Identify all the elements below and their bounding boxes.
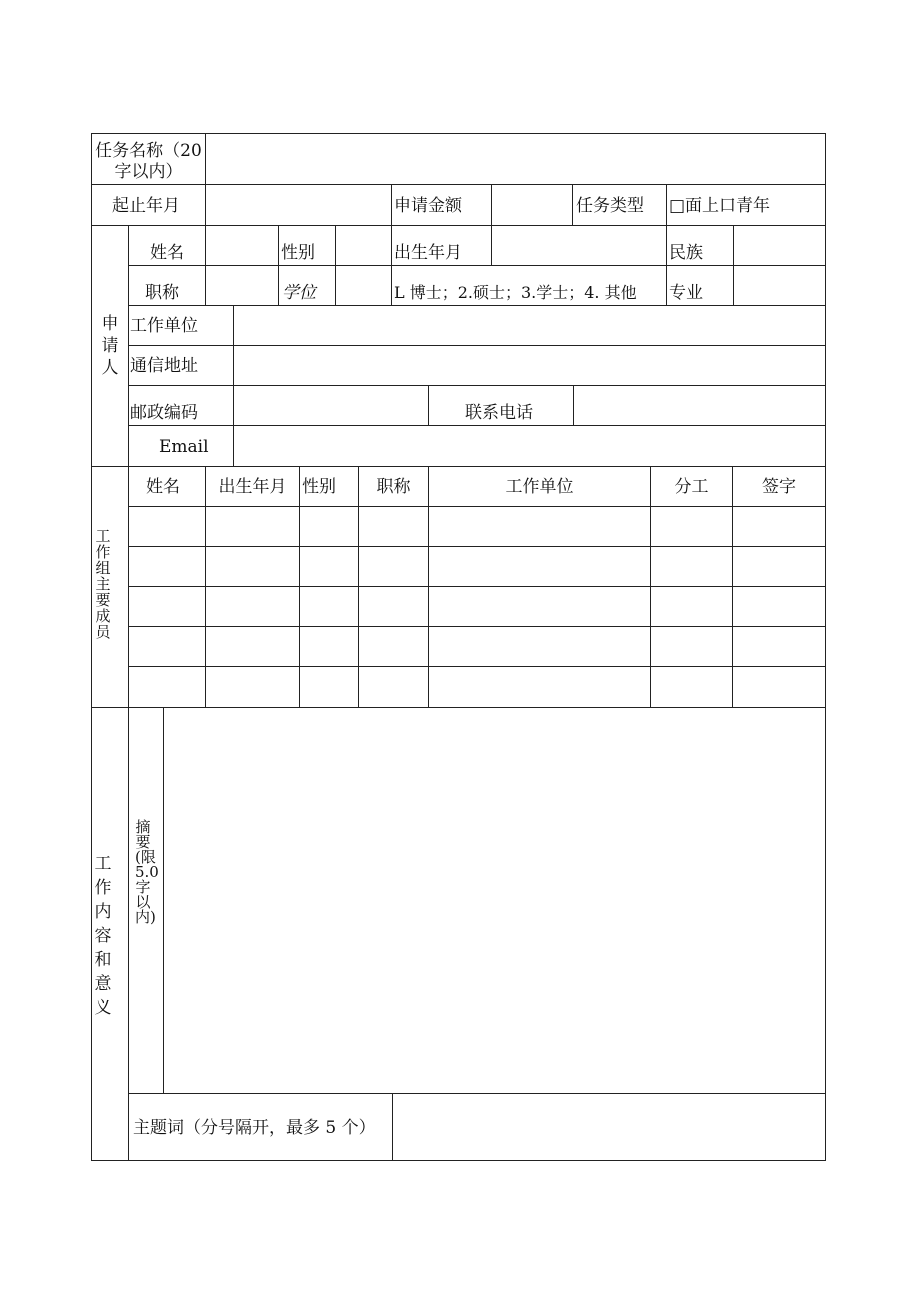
employer-field[interactable] xyxy=(234,306,825,345)
members-section-label: 工作组主要成员 xyxy=(95,527,111,641)
applicant-section-label: 申请人 xyxy=(101,314,119,378)
period-label: 起止年月 xyxy=(112,196,180,216)
address-label: 通信地址 xyxy=(130,356,198,376)
task-name-label: 任务名称（20字以内） xyxy=(95,141,202,182)
member-row-4[interactable] xyxy=(129,627,825,666)
name-field[interactable] xyxy=(206,226,278,265)
degree-field[interactable] xyxy=(336,266,391,305)
birth-field[interactable] xyxy=(492,226,666,265)
keywords-field[interactable] xyxy=(393,1094,825,1160)
degree-label: 学位 xyxy=(282,283,316,303)
member-row-2[interactable] xyxy=(129,547,825,586)
phone-label: 联系电话 xyxy=(465,403,533,423)
task-type-label: 任务类型 xyxy=(576,196,644,216)
member-col-name: 姓名 xyxy=(146,477,180,497)
member-col-employer: 工作单位 xyxy=(505,477,574,497)
member-row-1[interactable] xyxy=(129,507,825,546)
gender-field[interactable] xyxy=(336,226,391,265)
postcode-field[interactable] xyxy=(234,386,428,425)
member-row-3[interactable] xyxy=(129,587,825,626)
period-field[interactable] xyxy=(206,185,391,225)
major-field[interactable] xyxy=(734,266,825,305)
address-field[interactable] xyxy=(234,346,825,385)
ethnicity-field[interactable] xyxy=(734,226,825,265)
abstract-label: 摘要(限5.0字以内) xyxy=(135,818,159,926)
title-field[interactable] xyxy=(206,266,278,305)
ethnicity-label: 民族 xyxy=(669,243,703,263)
task-type-options[interactable]: □面上口青年 xyxy=(669,196,771,216)
abstract-field[interactable] xyxy=(164,708,825,1093)
member-col-role: 分工 xyxy=(674,477,709,497)
member-col-birth: 出生年月 xyxy=(218,477,287,497)
birth-label: 出生年月 xyxy=(394,243,462,263)
employer-label: 工作单位 xyxy=(130,316,198,336)
email-label: Email xyxy=(159,437,209,457)
name-label: 姓名 xyxy=(150,243,184,263)
keywords-label: 主题词（分号隔开，最多 5 个） xyxy=(133,1118,376,1138)
title-label: 职称 xyxy=(145,283,179,303)
member-col-gender: 性别 xyxy=(302,477,336,497)
major-label: 专业 xyxy=(669,283,703,303)
degree-options[interactable]: L 博士；2.硕士；3.学士；4. 其他 xyxy=(394,283,637,302)
member-row-5[interactable] xyxy=(129,667,825,707)
member-col-title: 职称 xyxy=(376,477,411,497)
amount-field[interactable] xyxy=(492,185,572,225)
task-name-field[interactable] xyxy=(206,134,825,184)
gender-label: 性别 xyxy=(281,243,315,263)
member-col-signature: 签字 xyxy=(762,477,796,497)
email-field[interactable] xyxy=(234,426,825,466)
postcode-label: 邮政编码 xyxy=(130,403,198,423)
content-section-label: 工作内容和意义 xyxy=(94,854,112,1018)
phone-field[interactable] xyxy=(574,386,825,425)
amount-label: 申请金额 xyxy=(394,196,462,216)
